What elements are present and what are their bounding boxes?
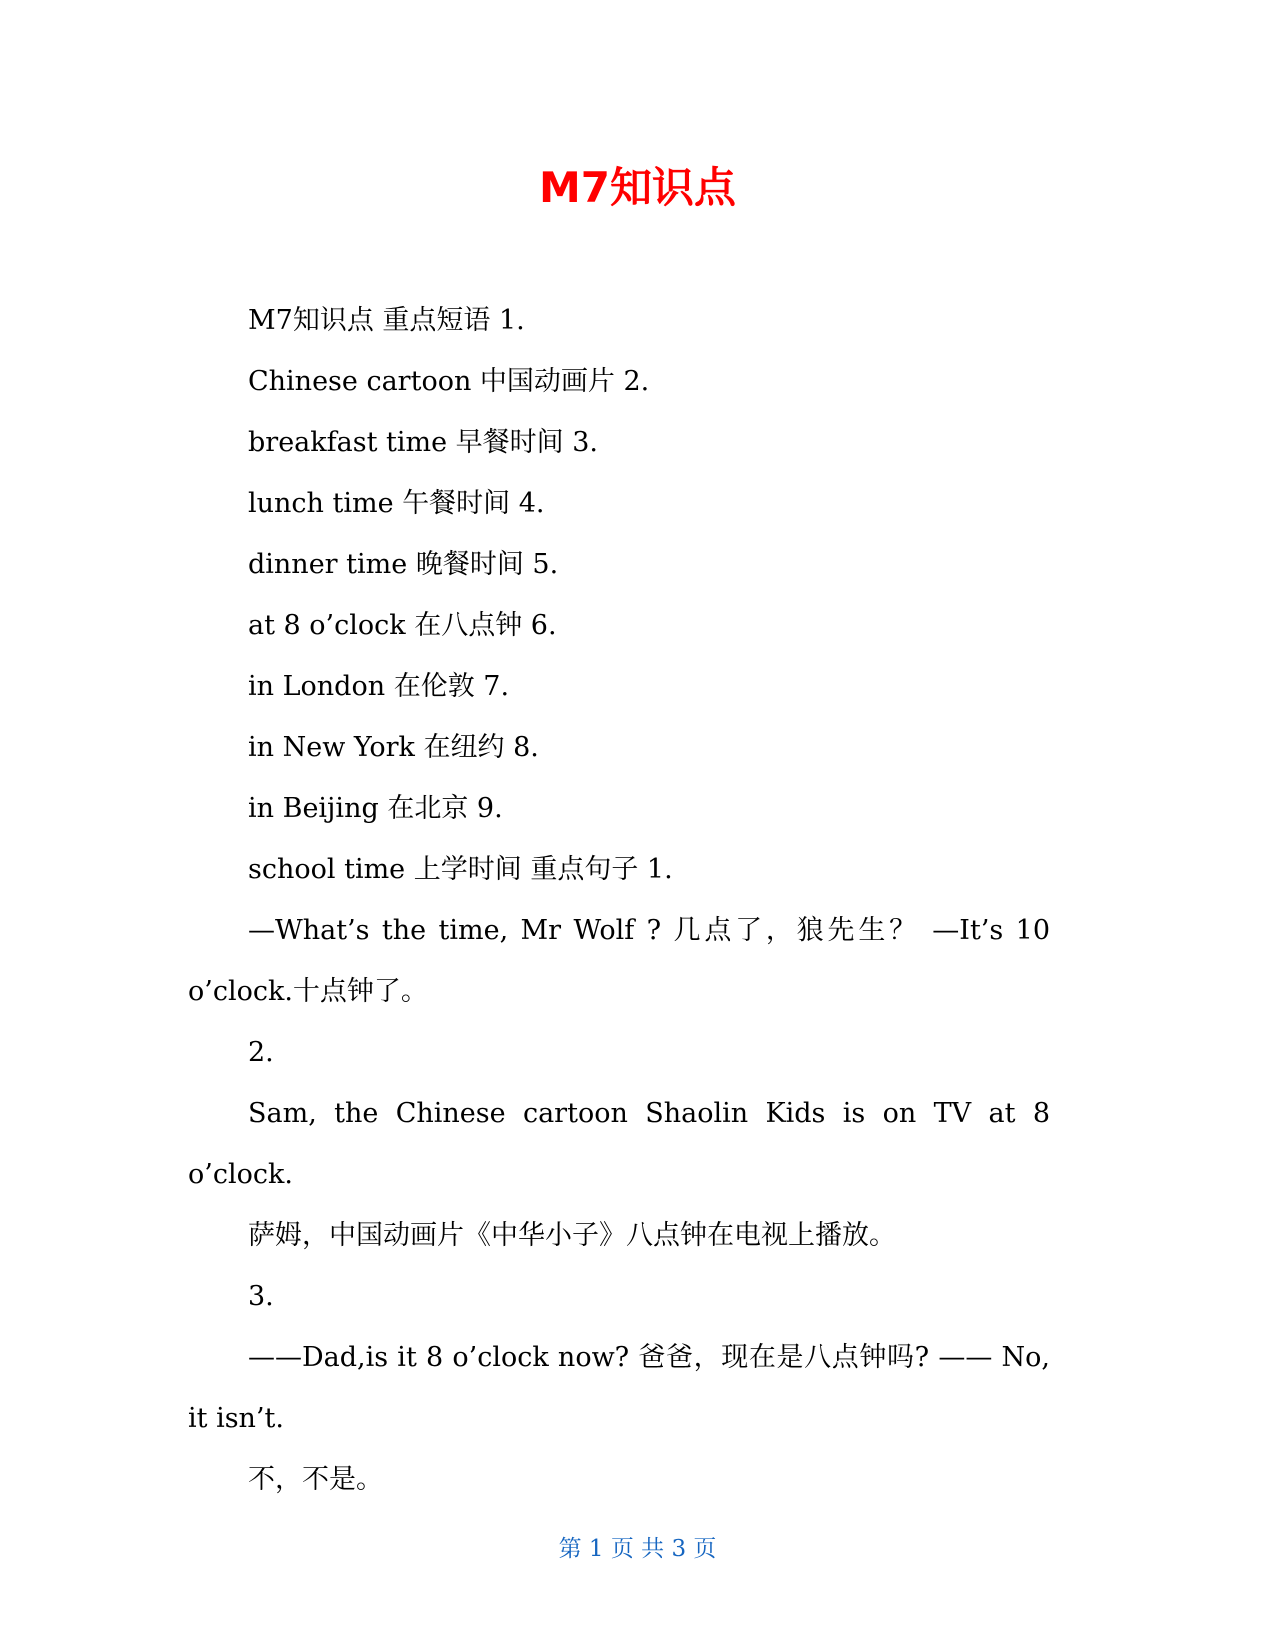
paragraph: —What’s the time, Mr Wolf ? 几点了，狼先生？ —It’s 10 o’clock.十点钟了。 xyxy=(188,915,1059,1007)
paragraph: 3. xyxy=(248,1281,274,1312)
document-title: M7知识点 xyxy=(538,163,737,212)
paragraph: 萨姆，中国动画片《中华小子》八点钟在电视上播放。 xyxy=(248,1220,896,1251)
paragraph: in Beijing 在北京 9. xyxy=(248,793,503,824)
paragraph: ——Dad,is it 8 o’clock now? 爸爸，现在是八点钟吗? —— No, it isn’t. xyxy=(188,1342,1059,1434)
paragraph: breakfast time 早餐时间 3. xyxy=(248,427,598,458)
paragraph: Chinese cartoon 中国动画片 2. xyxy=(248,366,650,397)
paragraph: dinner time 晚餐时间 5. xyxy=(248,549,559,580)
paragraph: in London 在伦敦 7. xyxy=(248,671,510,702)
paragraph: 2. xyxy=(248,1037,274,1068)
document-body xyxy=(188,290,1059,1510)
paragraph: in New York 在纽约 8. xyxy=(248,732,539,763)
page-footer xyxy=(0,1534,1275,1564)
paragraph: at 8 o’clock 在八点钟 6. xyxy=(248,610,557,641)
paragraph: Sam, the Chinese cartoon Shaolin Kids is on TV at 8 o’clock. xyxy=(188,1098,1059,1190)
page-number-label: 第 1 页 共 3 页 xyxy=(558,1536,717,1562)
paragraph: M7知识点 重点短语 1. xyxy=(248,305,525,336)
paragraph: 不，不是。 xyxy=(248,1464,383,1495)
paragraph: school time 上学时间 重点句子 1. xyxy=(248,854,673,885)
paragraph: lunch time 午餐时间 4. xyxy=(248,488,545,519)
